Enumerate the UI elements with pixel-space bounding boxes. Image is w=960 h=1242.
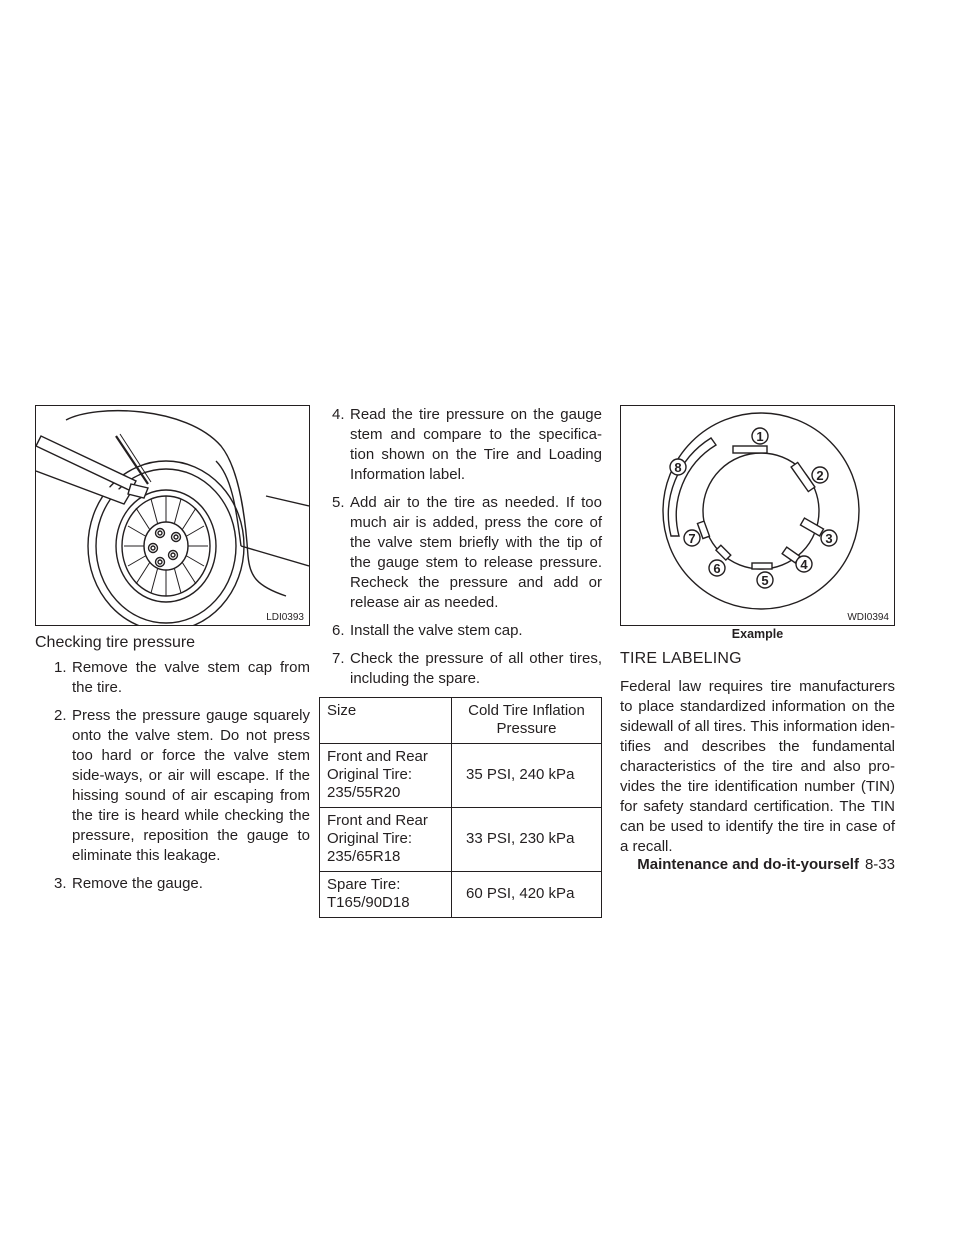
- list-item: 5. Add air to the tire as needed. If too much air is added, press the core of the valve stem briefly with the tip of the gauge stem to release pressure. Recheck the pressure and add or release air as needed.: [332, 494, 602, 611]
- tire-pressure-gauge-illustration: [36, 406, 309, 625]
- table-row: [320, 872, 602, 918]
- table-cell: Spare Tire: T165/90D18: [320, 872, 452, 918]
- labeling-heading: TIRE LABELING: [620, 650, 742, 667]
- figure-code: WDI0394: [847, 612, 889, 623]
- checking-heading: Checking tire pressure: [35, 634, 196, 651]
- checking-steps-continued: [319, 405, 602, 689]
- table-row: [320, 808, 602, 872]
- checking-steps: [35, 658, 310, 894]
- callout-1: 1: [756, 429, 764, 444]
- callout-7: 7: [688, 531, 696, 546]
- list-item: 4. Read the tire pressure on the gauge stem and compare to the specifica-tion shown on the Tire and Loading Information label.: [332, 406, 602, 483]
- table-cell: 60 PSI, 420 kPa: [452, 872, 602, 918]
- list-item: 1. Remove the valve stem cap from the tire.: [54, 659, 310, 696]
- right-column: [620, 405, 895, 857]
- footer-section-title: Maintenance and do-it-yourself: [637, 856, 859, 873]
- callout-4: 4: [800, 557, 808, 572]
- middle-column: [319, 405, 602, 918]
- list-item: 3. Remove the gauge.: [54, 875, 203, 892]
- table-header-cell: Cold Tire Inflation Pressure: [452, 698, 602, 744]
- callout-6: 6: [713, 561, 721, 576]
- table-cell: Front and Rear Original Tire: 235/65R18: [320, 808, 452, 872]
- table-cell: 33 PSI, 230 kPa: [452, 808, 602, 872]
- table-header-cell: Size: [320, 698, 452, 744]
- callout-3: 3: [825, 531, 833, 546]
- table-header-row: [320, 698, 602, 744]
- list-item: 7. Check the pressure of all other tires, including the spare.: [332, 650, 602, 687]
- list-item: 2. Press the pressure gauge squarely onto the valve stem. Do not press too hard or force the valve stem side-ways, or air will escape. If the hissing sound of air escaping from the tire is heard while checking the pressure, reposition the gauge to eliminate this leakage.: [54, 707, 310, 864]
- tire-gauge-figure: [35, 405, 310, 626]
- callout-8: 8: [674, 460, 682, 475]
- figure-code: LDI0393: [266, 612, 304, 623]
- table-cell: Front and Rear Original Tire: 235/55R20: [320, 744, 452, 808]
- tire-labeling-figure: [620, 405, 895, 626]
- list-item: 6. Install the valve stem cap.: [332, 622, 523, 639]
- page-number: 8-33: [864, 856, 895, 873]
- figure-caption: Example: [731, 627, 784, 641]
- page-footer: [610, 855, 895, 875]
- labeling-body: Federal law requires tire manufacturers to place standardized information on the sidewall of all tires. This information iden-tifies and describes the fundamental characteristics of the tire and also pro-vides the tire identification number (TIN) for safety standard certification. The TIN can be used to identify the tire in case of a recall.: [620, 678, 895, 855]
- table-row: [320, 744, 602, 808]
- tire-sidewall-diagram: [621, 406, 894, 625]
- tire-pressure-table: [319, 697, 602, 918]
- table-cell: 35 PSI, 240 kPa: [452, 744, 602, 808]
- left-column: [35, 405, 310, 902]
- callout-2: 2: [816, 468, 824, 483]
- callout-5: 5: [761, 573, 769, 588]
